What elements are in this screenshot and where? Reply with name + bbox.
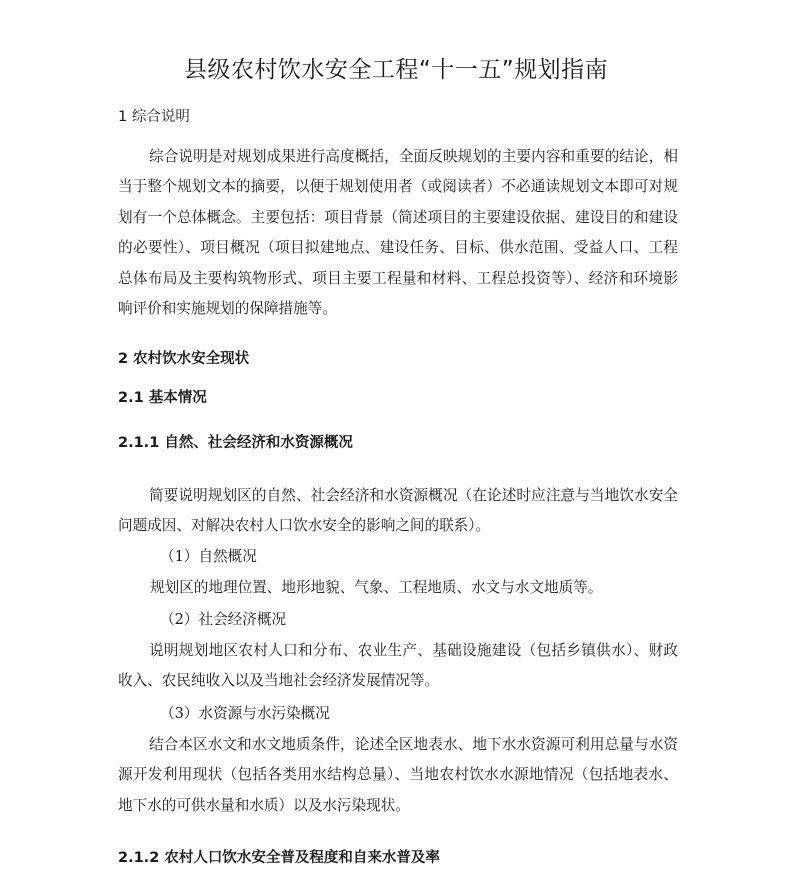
section-2-1-2-heading: 2.1.2 农村人口饮水安全普及程度和自来水普及率 bbox=[118, 850, 440, 866]
section-2-1-1-paragraph: 简要说明规划区的自然、社会经济和水资源概况（在论述时应注意与当地饮水安全问题成因、对解决农村人口饮水安全的影响之间的联系）。 bbox=[118, 487, 678, 535]
item-1-text: 规划区的地理位置、地形地貌、气象、工程地质、水文与水文地质等。 bbox=[150, 579, 603, 596]
document-title: 县级农村饮水安全工程“十一五”规划指南 bbox=[183, 57, 609, 83]
section-2-1-1-heading: 2.1.1 自然、社会经济和水资源概况 bbox=[118, 435, 353, 451]
item-2-label: （2）社会经济概况 bbox=[160, 611, 287, 628]
section-2-1-heading: 2.1 基本情况 bbox=[118, 390, 207, 406]
section-1-heading: 1 综合说明 bbox=[118, 109, 190, 125]
section-1-paragraph: 综合说明是对规划成果进行高度概括，全面反映规划的主要内容和重要的结论，相当于整个规划文本的摘要，以便于规划使用者（或阅读者）不必通读规划文本即可对规划有一个总体概念。主要包括：项目背景（简述项目的主要建设依据、建设目的和建设的必要性）、项目概况（项目拟建地点、建设任务、目标、供水范围、受益人口、工程总体布局及主要构筑物形式、项目主要工程量和材料、工程总投资等）、经济和环境影响评价和实施规划的保障措施等。 bbox=[118, 148, 678, 318]
item-2-paragraph: 说明规划地区农村人口和分布、农业生产、基础设施建设（包括乡镇供水）、财政收入、农民纯收入以及当地社会经济发展情况等。 bbox=[118, 642, 678, 690]
item-3-label: （3）水资源与水污染概况 bbox=[160, 705, 330, 722]
section-2-heading: 2 农村饮水安全现状 bbox=[118, 351, 250, 367]
item-3-paragraph: 结合本区水文和水文地质条件，论述全区地表水、地下水水资源可利用总量与水资源开发利用现状（包括各类用水结构总量）、当地农村饮水水源地情况（包括地表水、地下水的可供水量和水质）以及水污染现状。 bbox=[118, 736, 678, 814]
item-1-label: （1）自然概况 bbox=[160, 548, 257, 565]
